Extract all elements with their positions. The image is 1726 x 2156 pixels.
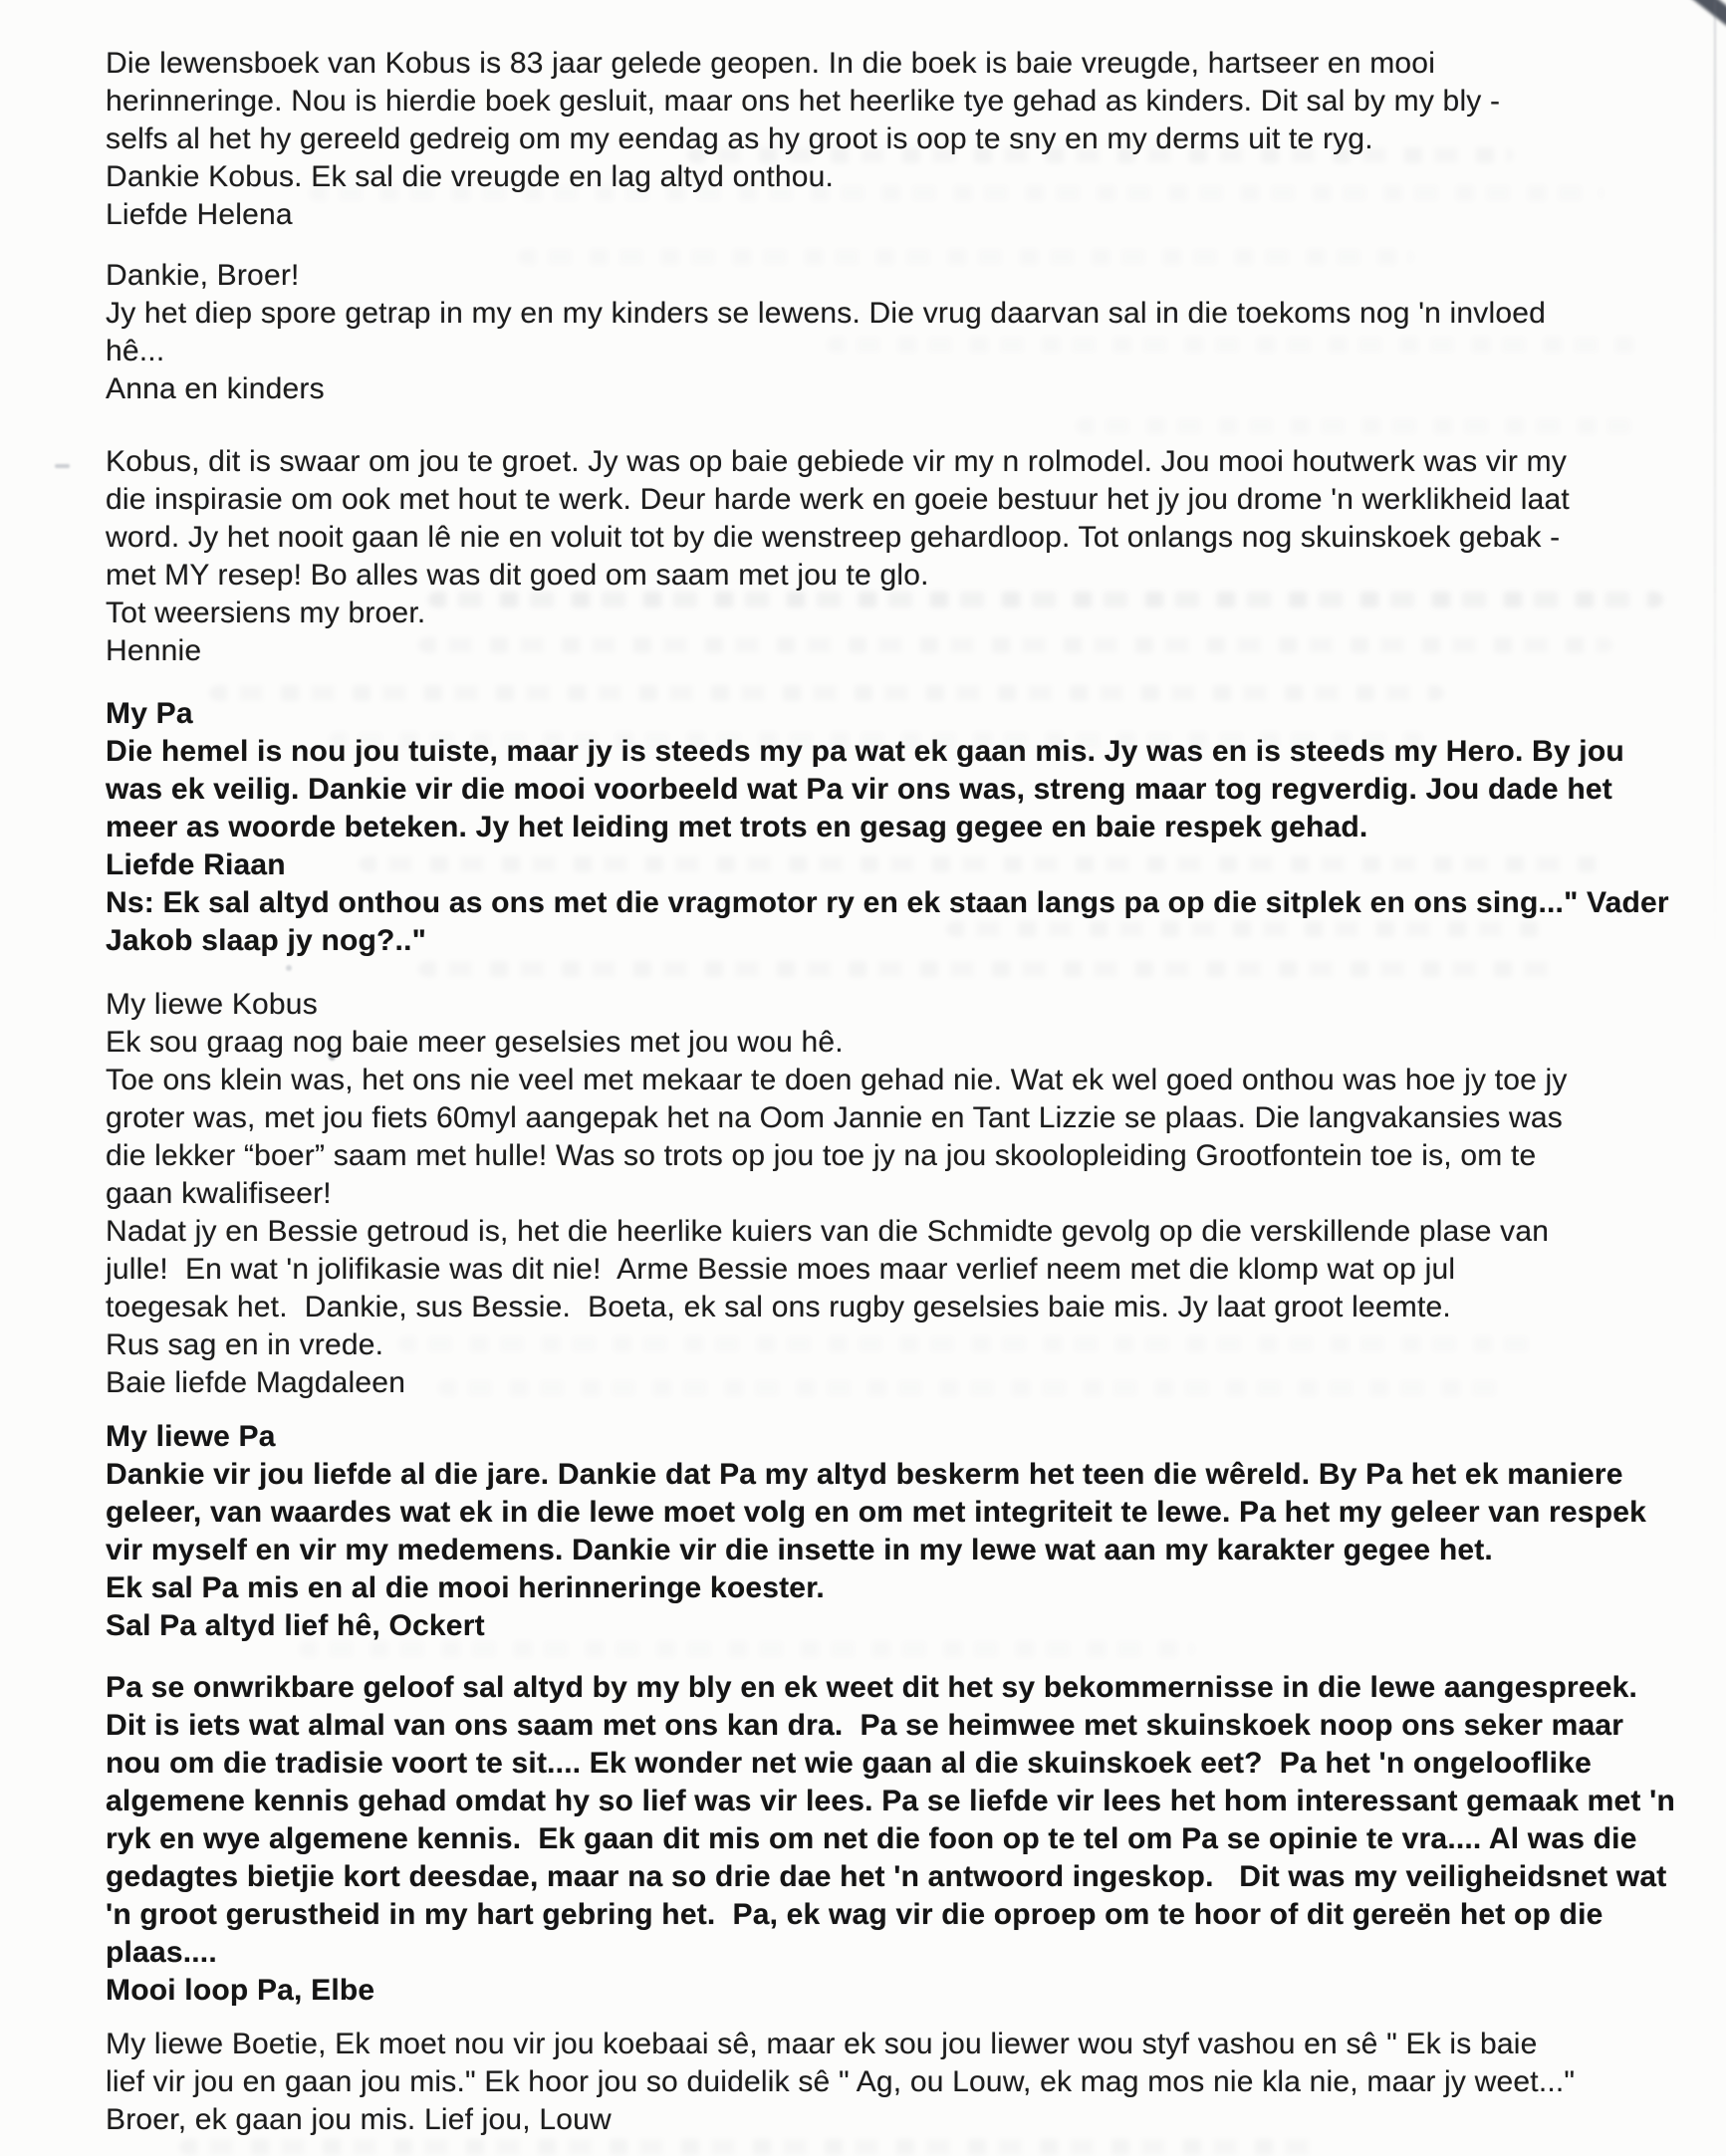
text-line: Dankie vir jou liefde al die jare. Dankie dat Pa my altyd beskerm het teen die wêreld. By Pa het ek maniere [106, 1458, 1623, 1491]
text-line: lief vir jou en gaan jou mis." Ek hoor jou so duidelik sê " Ag, ou Louw, ek mag mos nie kla nie, maar jy weet..." [106, 2065, 1576, 2098]
text-line: met MY resep! Bo alles was dit goed om saam met jou te glo. [106, 559, 929, 592]
text-line: Pa se onwrikbare geloof sal altyd by my bly en ek weet dit het sy bekommernisse in die lewe aangespreek. [106, 1671, 1638, 1704]
document-section [106, 986, 1699, 1402]
text-line: Nadat jy en Bessie getroud is, het die heerlike kuiers van die Schmidte gevolg op die verskillende plase van [106, 1215, 1550, 1248]
text-line: word. Jy het nooit gaan lê nie en voluit tot by die wenstreep gehardloop. Tot onlangs nog skuinskoek gebak - [106, 521, 1561, 554]
text-line: My liewe Pa [106, 1420, 276, 1453]
text-line: gaan kwalifiseer! [106, 1177, 332, 1210]
text-line: die lekker “boer” saam met hulle! Was so trots op jou toe jy na jou skoolopleiding Grootfontein toe is, om te [106, 1139, 1537, 1172]
text-line: was ek veilig. Dankie vir die mooi voorbeeld wat Pa vir ons was, streng maar tog regverdig. Jou dade het [106, 773, 1612, 806]
text-line: Jy het diep spore getrap in my en my kinders se lewens. Die vrug daarvan sal in die toekoms nog 'n invloed [106, 297, 1547, 330]
text-line: selfs al het hy gereeld gedreig om my eendag as hy groot is oop te sny en my derms uit te ryg. [106, 122, 1373, 155]
document-section [106, 1418, 1699, 1645]
text-line: My liewe Kobus [106, 988, 318, 1021]
text-line: Dit is iets wat almal van ons saam met ons kan dra. Pa se heimwee met skuinskoek noop ons seker maar [106, 1709, 1624, 1742]
text-line: Mooi loop Pa, Elbe [106, 1974, 375, 2007]
bleedthrough-artifact [179, 2139, 1325, 2155]
text-line: My Pa [106, 697, 193, 730]
text-line: Tot weersiens my broer. [106, 597, 426, 629]
scan-speck [55, 464, 70, 468]
text-line: Ek sou graag nog baie meer geselsies met jou wou hê. [106, 1026, 844, 1059]
document-content [106, 45, 1699, 2139]
text-line: Liefde Riaan [106, 848, 286, 881]
text-line: geleer, van waardes wat ek in die lewe moet volg en om met integriteit te lewe. Pa het my geleer van respek [106, 1496, 1646, 1529]
text-line: Die hemel is nou jou tuiste, maar jy is steeds my pa wat ek gaan mis. Jy was en is steeds my Hero. By jou [106, 735, 1624, 768]
text-line: 'n groot gerustheid in my hart gebring het. Pa, ek wag vir die oproep om te hoor of dit gereën het op die [106, 1898, 1603, 1931]
text-line: groter was, met jou fiets 60myl aangepak het na Oom Jannie en Tant Lizzie se plaas. Die langvakansies was [106, 1101, 1563, 1134]
document-section [106, 257, 1699, 408]
document-section [106, 2026, 1699, 2139]
text-line: ryk en wye algemene kennis. Ek gaan dit mis om net die foon op te tel om Pa se opinie te vra.... Al was die [106, 1822, 1637, 1855]
text-line: Kobus, dit is swaar om jou te groet. Jy was op baie gebiede vir my n rolmodel. Jou mooi houtwerk was vir my [106, 445, 1568, 478]
text-line: Liefde Helena [106, 198, 293, 231]
text-line: hê... [106, 335, 165, 367]
text-line: vir myself en vir my medemens. Dankie vir die insette in my lewe wat aan my karakter gegee het. [106, 1534, 1493, 1566]
text-line: nou om die tradisie voort te sit.... Ek wonder net wie gaan al die skuinskoek eet? Pa het 'n ongelooflike [106, 1747, 1592, 1780]
text-line: Ns: Ek sal altyd onthou as ons met die vragmotor ry en ek staan langs pa op die sitplek en ons sing..." Vader [106, 886, 1669, 919]
text-line: Dankie, Broer! [106, 259, 300, 292]
text-line: Anna en kinders [106, 372, 325, 405]
text-line: Toe ons klein was, het ons nie veel met mekaar te doen gehad nie. Wat ek wel goed onthou was hoe jy toe jy [106, 1064, 1568, 1096]
text-line: Dankie Kobus. Ek sal die vreugde en lag altyd onthou. [106, 160, 835, 193]
text-line: Rus sag en in vrede. [106, 1328, 384, 1361]
text-line: Ek sal Pa mis en al die mooi herinneringe koester. [106, 1571, 825, 1604]
text-line: algemene kennis gehad omdat hy so lief was vir lees. Pa se liefde vir lees het hom interessant gemaak met 'n [106, 1785, 1676, 1817]
text-line: meer as woorde beteken. Jy het leiding met trots en gesag gegee en baie respek gehad. [106, 811, 1368, 843]
text-line: plaas.... [106, 1936, 217, 1969]
scan-corner-artifact [1671, 0, 1726, 26]
text-line: Broer, ek gaan jou mis. Lief jou, Louw [106, 2103, 612, 2136]
text-line: julle! En wat 'n jolifikasie was dit nie! Arme Bessie moes maar verlief neem met die klomp wat op jul [106, 1253, 1456, 1286]
text-line: Jakob slaap jy nog?.." [106, 924, 427, 957]
document-section [106, 45, 1699, 234]
document-section [106, 443, 1699, 670]
text-line: Sal Pa altyd lief hê, Ockert [106, 1609, 485, 1642]
document-section [106, 695, 1699, 960]
text-line: herinneringe. Nou is hierdie boek gesluit, maar ons het heerlike tye gehad as kinders. Dit sal by my bly - [106, 85, 1501, 118]
text-line: gedagtes bietjie kort deesdae, maar na so drie dae het 'n antwoord ingeskop. Dit was my veiligheidsnet wat [106, 1860, 1667, 1893]
page-edge-crease [1714, 0, 1716, 946]
text-line: Hennie [106, 634, 202, 667]
text-line: Die lewensboek van Kobus is 83 jaar gelede geopen. In die boek is baie vreugde, hartseer en mooi [106, 47, 1436, 80]
text-line: die inspirasie om ook met hout te werk. Deur harde werk en goeie bestuur het jy jou drome 'n werklikheid laat [106, 483, 1570, 516]
text-line: Baie liefde Magdaleen [106, 1366, 406, 1399]
text-line: toegesak het. Dankie, sus Bessie. Boeta, ek sal ons rugby geselsies baie mis. Jy laat groot leemte. [106, 1291, 1451, 1323]
document-section [106, 1669, 1699, 2010]
text-line: My liewe Boetie, Ek moet nou vir jou koebaai sê, maar ek sou jou liewer wou styf vashou en sê " Ek is baie [106, 2028, 1538, 2060]
